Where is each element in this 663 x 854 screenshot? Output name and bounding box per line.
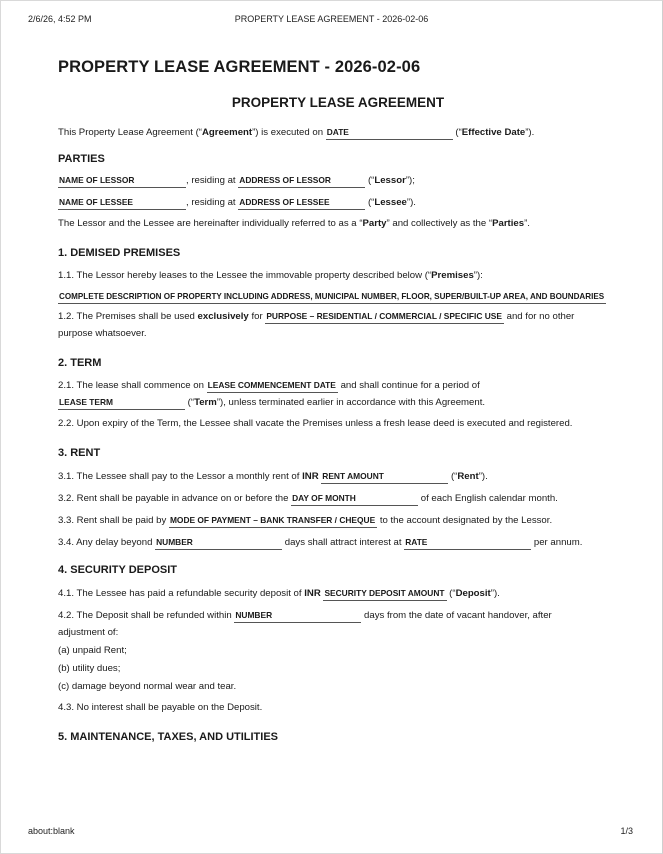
rent-term: Rent: [457, 471, 479, 482]
intro-text: This Property Lease Agreement (“: [58, 127, 202, 138]
parties-term: Parties: [492, 218, 525, 229]
intro-text: ”).: [525, 127, 535, 138]
document-body: [58, 58, 618, 743]
clause-text: and shall continue for a period of: [340, 380, 480, 391]
collective-paragraph: [58, 215, 618, 232]
clause-text: and for no other: [506, 311, 575, 322]
delay-days-field[interactable]: NUMBER: [155, 536, 282, 550]
intro-text: (“: [455, 127, 462, 138]
print-page-title: PROPERTY LEASE AGREEMENT - 2026-02-06: [234, 14, 429, 24]
clause-text: (“: [449, 588, 456, 599]
clause-text: (“: [450, 471, 458, 482]
clause-text: 1.1. The Lessor hereby leases to the Lessee the immovable property described below (“: [58, 270, 432, 281]
clause-text: ”).: [478, 471, 488, 482]
clause-1-2: [58, 308, 618, 325]
clause-text: ”).: [490, 588, 500, 599]
party-term: Party: [362, 218, 387, 229]
document-title: PROPERTY LEASE AGREEMENT - 2026-02-06: [58, 58, 421, 76]
parties-heading: PARTIES: [58, 153, 105, 165]
lessor-name-field[interactable]: NAME OF LESSOR: [58, 174, 186, 188]
date-field[interactable]: DATE: [326, 126, 453, 140]
clause-text: days from the date of vacant handover, after: [364, 610, 552, 621]
clause-text: 3.2. Rent shall be payable in advance on or before the: [58, 493, 289, 504]
clause-4-1: [58, 585, 618, 602]
clause-text: 2.1. The lease shall commence on: [58, 380, 204, 391]
clause-text: (“: [187, 397, 195, 408]
clause-4-2-cont: adjustment of:: [58, 627, 119, 638]
clause-text: 3.4. Any delay beyond: [58, 537, 153, 548]
lessee-name-field[interactable]: NAME OF LESSEE: [58, 196, 186, 210]
clause-2-1-cont: [58, 394, 618, 411]
deposit-amount-field[interactable]: SECURITY DEPOSIT AMOUNT: [323, 587, 446, 601]
lessee-text: ”).: [406, 197, 416, 208]
property-description-field[interactable]: COMPLETE DESCRIPTION OF PROPERTY INCLUDING ADDRESS, MUNICIPAL NUMBER, FLOOR, SUPER/BUILT-UP AREA, AND BOUNDARIES: [58, 290, 606, 304]
lessor-text: ”);: [405, 175, 415, 186]
collective-text: ” and collectively as the “: [386, 218, 493, 229]
lessee-line: [58, 194, 618, 211]
commencement-date-field[interactable]: LEASE COMMENCEMENT DATE: [207, 379, 338, 393]
clause-text: of each English calendar month.: [420, 493, 558, 504]
lease-term-field[interactable]: LEASE TERM: [58, 396, 185, 410]
clause-text: 3.3. Rent shall be paid by: [58, 515, 167, 526]
refund-days-field[interactable]: NUMBER: [234, 609, 361, 623]
clause-1-2-cont: purpose whatsoever.: [58, 328, 147, 339]
section-3-heading: 3. RENT: [58, 447, 101, 459]
print-url: about:blank: [28, 826, 75, 836]
lessor-term: Lessor: [374, 175, 406, 186]
section-2-heading: 2. TERM: [58, 357, 102, 369]
lessor-address-field[interactable]: ADDRESS OF LESSOR: [238, 174, 365, 188]
clause-text: 3.1. The Lessee shall pay to the Lessor a monthly rent of: [58, 471, 300, 482]
clause-4-2: [58, 607, 618, 624]
rent-amount-field[interactable]: RENT AMOUNT: [321, 470, 448, 484]
interest-rate-field[interactable]: RATE: [404, 536, 531, 550]
clause-1-1: [58, 267, 618, 284]
clause-3-2: [58, 490, 618, 507]
premises-term: Premises: [431, 270, 474, 281]
collective-text: ”.: [524, 218, 530, 229]
list-item: (c) damage beyond normal wear and tear.: [58, 681, 237, 692]
collective-text: The Lessor and the Lessee are hereinafter individually referred to as a “: [58, 218, 363, 229]
clause-text: to the account designated by the Lessor.: [379, 515, 553, 526]
agreement-heading: PROPERTY LEASE AGREEMENT: [231, 95, 445, 110]
clause-text: ”):: [473, 270, 483, 281]
payment-mode-field[interactable]: MODE OF PAYMENT – BANK TRANSFER / CHEQUE: [169, 514, 377, 528]
intro-paragraph: [58, 124, 618, 141]
print-page-number: 1/3: [620, 826, 633, 836]
clause-text: for: [251, 311, 263, 322]
clause-3-4: [58, 534, 618, 551]
currency-label: INR: [304, 588, 321, 599]
lessee-term: Lessee: [374, 197, 407, 208]
clause-2-1: [58, 377, 618, 394]
clause-3-3: [58, 512, 618, 529]
section-1-heading: 1. DEMISED PREMISES: [58, 247, 181, 259]
section-4-heading: 4. SECURITY DEPOSIT: [58, 564, 177, 576]
list-item: (b) utility dues;: [58, 663, 121, 674]
currency-label: INR: [302, 471, 319, 482]
clause-text: ”), unless terminated earlier in accordance with this Agreement.: [216, 397, 486, 408]
lessor-line: [58, 172, 618, 189]
list-item: (a) unpaid Rent;: [58, 645, 127, 656]
lessor-text: (“: [367, 175, 375, 186]
clause-2-2: 2.2. Upon expiry of the Term, the Lessee shall vacate the Premises unless a fresh lease deed is executed and registered.: [58, 418, 573, 429]
section-5-heading: 5. MAINTENANCE, TAXES, AND UTILITIES: [58, 731, 279, 743]
effective-date-term: Effective Date: [461, 127, 526, 138]
deposit-term: Deposit: [455, 588, 491, 599]
clause-3-1: [58, 468, 618, 485]
clause-text: 1.2. The Premises shall be used: [58, 311, 195, 322]
property-description-line: [58, 288, 618, 305]
clause-text: 4.1. The Lessee has paid a refundable security deposit of: [58, 588, 302, 599]
lessee-address-field[interactable]: ADDRESS OF LESSEE: [238, 196, 365, 210]
term-term: Term: [194, 397, 217, 408]
exclusively-term: exclusively: [197, 311, 249, 322]
intro-text: ”) is executed on: [252, 127, 324, 138]
agreement-term: Agreement: [201, 127, 253, 138]
residing-text: , residing at: [186, 197, 236, 208]
clause-4-3: 4.3. No interest shall be payable on the Deposit.: [58, 702, 263, 713]
purpose-field[interactable]: PURPOSE – RESIDENTIAL / COMMERCIAL / SPECIFIC USE: [265, 310, 504, 324]
lessee-text: (“: [367, 197, 375, 208]
print-datetime: 2/6/26, 4:52 PM: [28, 14, 92, 24]
clause-text: days shall attract interest at: [284, 537, 402, 548]
day-of-month-field[interactable]: DAY OF MONTH: [291, 492, 418, 506]
residing-text: , residing at: [186, 175, 236, 186]
clause-text: 4.2. The Deposit shall be refunded within: [58, 610, 232, 621]
clause-text: per annum.: [533, 537, 583, 548]
